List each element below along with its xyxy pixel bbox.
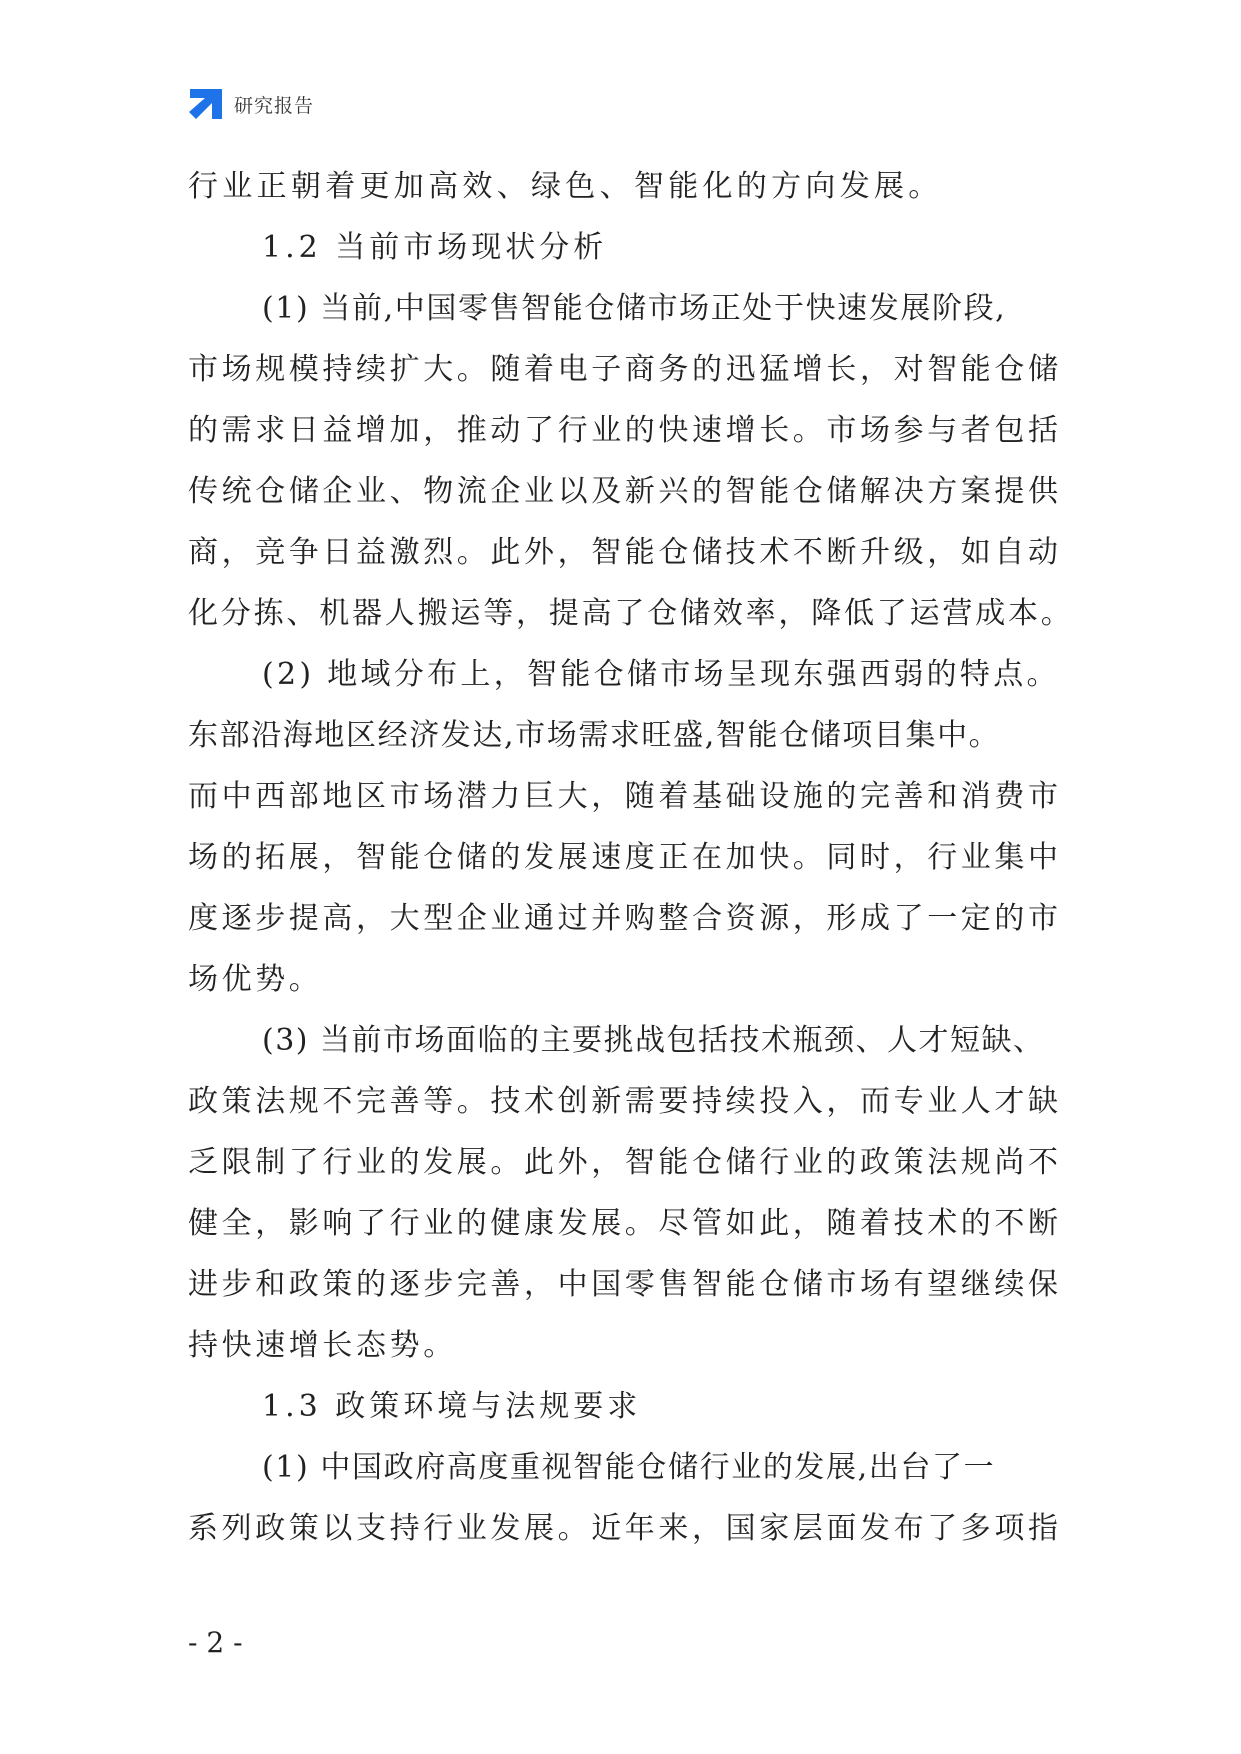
- line: 的需求日益增加，推动了行业的快速增长。市场参与者包括: [188, 413, 1062, 448]
- line: 商，竞争日益激烈。此外，智能仓储技术不断升级，如自动: [188, 535, 1062, 570]
- line: 乏限制了行业的发展。此外，智能仓储行业的政策法规尚不: [188, 1145, 1062, 1180]
- line: 健全，影响了行业的健康发展。尽管如此，随着技术的不断: [188, 1206, 1062, 1241]
- line: 市场规模持续扩大。随着电子商务的迅猛增长，对智能仓储: [188, 352, 1062, 387]
- page-number: - 2 -: [188, 1626, 243, 1659]
- line: (1) 中国政府高度重视智能仓储行业的发展,出台了一: [262, 1450, 996, 1485]
- section-heading: 1.2 当前市场现状分析: [262, 230, 608, 265]
- line: 系列政策以支持行业发展。近年来，国家层面发布了多项指: [188, 1511, 1062, 1546]
- line: (1) 当前,中国零售智能仓储市场正处于快速发展阶段,: [262, 291, 1007, 326]
- line: 场优势。: [188, 962, 323, 997]
- section-heading: 1.3 政策环境与法规要求: [262, 1389, 642, 1424]
- line: 度逐步提高，大型企业通过并购整合资源，形成了一定的市: [188, 901, 1062, 936]
- line: 传统仓储企业、物流企业以及新兴的智能仓储解决方案提供: [188, 474, 1062, 509]
- arrow-up-right-icon: [188, 87, 224, 121]
- report-header: [188, 87, 314, 121]
- line: 持快速增长态势。: [188, 1328, 457, 1363]
- line: 而中西部地区市场潜力巨大，随着基础设施的完善和消费市: [188, 779, 1062, 814]
- line: 场的拓展，智能仓储的发展速度正在加快。同时，行业集中: [188, 840, 1062, 875]
- line: 东部沿海地区经济发达,市场需求旺盛,智能仓储项目集中。: [188, 718, 1001, 753]
- line: 化分拣、机器人搬运等，提高了仓储效率，降低了运营成本。: [188, 596, 1074, 631]
- header-title: 研究报告: [234, 94, 315, 117]
- line: (3) 当前市场面临的主要挑战包括技术瓶颈、人才短缺、: [262, 1023, 1045, 1058]
- line: (2) 地域分布上，智能仓储市场呈现东强西弱的特点。: [262, 657, 1060, 692]
- line: 进步和政策的逐步完善，中国零售智能仓储市场有望继续保: [188, 1267, 1062, 1302]
- line: 行业正朝着更加高效、绿色、智能化的方向发展。: [188, 169, 943, 204]
- line: 政策法规不完善等。技术创新需要持续投入，而专业人才缺: [188, 1084, 1062, 1119]
